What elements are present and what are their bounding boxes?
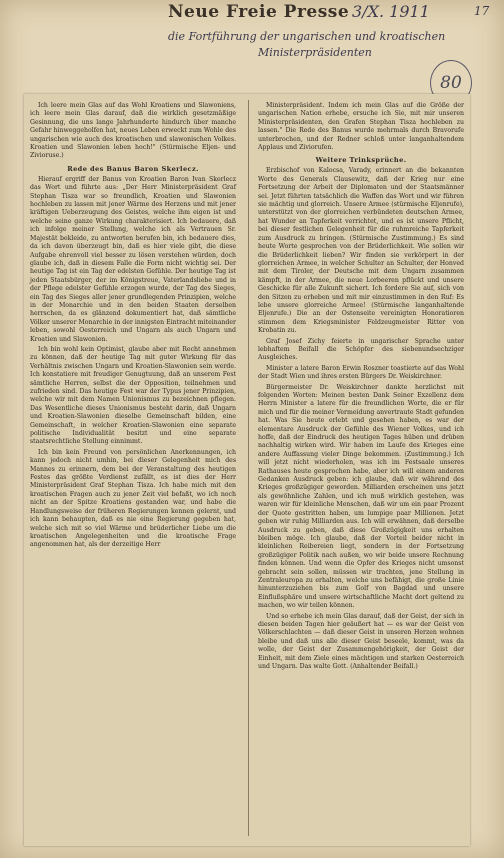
paragraph: Ministerpräsident. Indem ich mein Glas auf die Größe der ungarischen Nation erhebe, ersuche ich Sie, mit mir unseren Ministerpräsidenten, den Grafen Stephan Tisza hochleben zu lassen." Die Rede des Banus wurde mehrmals durch Bravorufe unterbrochen, und der Redner schloß unter langanhaltendem Applaus und Ziviorufen.: [258, 102, 464, 152]
column-divider: [248, 100, 249, 836]
paragraph: Bürgermeister Dr. Weiskirchner dankte herzlichst mit folgenden Worten: Meinen besten Dank Seiner Exzellenz dem Herrn Minister a latere für die freundlichen Worte, die er für mich und für die meiner Vermeidung anvertraute Stadt gefunden hat. Was Sie heute erlebt und gesehen haben, es war der elementare Ausdruck der Gefühle des Wiener Volkes, und ich hoffe, daß der Eindruck des heutigen Tages hüben und drüben nachhaltig wirken wird. Wir haben im Laufe des Krieges eine andere Auffassung vieler Dinge bekommen. (Zustimmung.) Ich will jetzt nicht wiederholen, was ich im Festsaale unseres Rathauses heute gesprochen habe, aber ich will einem anderen Gedanken Ausdruck geben: ich glaube, daß wir während des Krieges großzügiger geworden. Milliarden erscheinen uns jetzt als gewöhnliche Zahlen, und ich muß wirklich gestehen, was waren wir für kleinliche Menschen, daß wir um ein paar Prozent der Quote gestritten haben, um lumpige paar Millionen. Jetzt geben wir ruhig Milliarden aus. Ich will erwähnen, daß derselbe Ausdruck zu geben, daß diese Großzügigkeit uns erhalten bleiben möge. Ich glaube, daß der Vorteil beider nicht in kleinlichen Reibereien liegt, sondern in der Fortsetzung großzügiger Politik nach außen, wo wir beide unsere Rechnung finden können. Und wenn die Opfer des Krieges nicht umsonst gebracht sein sollen, müssen wir trachten, jene Stellung in Zentraleuropa zu erhalten, welche uns befähigt, die große Linie hinunterzuziehen bis zum Golf von Bagdad und unsere Einflußsphäre und unsere wirtschaftliche Macht dort geltend zu machen, wo wir teilen können.: [258, 383, 464, 610]
paragraph: Hierauf ergriff der Banus von Kroatien Baron Ivan Skerlecz das Wort und führte aus: „Der Herr Ministerpräsident Graf Stephan Tisza war so freundlich, Kroatien und Slawonien hochleben zu lassen mit jener Wärme des Herzens und mit jener kräftigen Ueberzeugung des Geistes, welche ihm eigen ist und welche seine ganze Wirkung charakterisiert. Ich bedauere, daß ich infolge meiner Stellung, welche ich als Vertrauen Sr. Majestät bekleide, zu antworten berufen bin, ich bedauere dies, da ich davon überzeugt bin, daß es hier viele gibt, die diese Aufgabe ehrenvoll viel besser zu lösen verstehen würden, doch glaube ich, daß in diesem Falle die Form nicht wichtig sei. Der heutige Tag ist ein Tag der edelsten Gefühle. Der heutige Tag ist jeden Staatsbürger, der im Königstreue, Vaterlandsliebe und in der Pflege edelster Gefühle erzogen wurde, der Tag des Sieges, ein Tag des Sieges aller jener grundlegenden Prinzipien, welche in der Monarchie und in den beiden Staaten derselben herrschen, da es glänzend dokumentiert hat, daß sämtliche Völker unserer Monarchie in der innigsten Eintracht miteinander leben, sowohl Oesterreich und Ungarn als auch Ungarn und Kroatien und Slawonien.: [30, 175, 236, 343]
handwritten-annotation-line-2: Ministerpräsidenten: [258, 46, 372, 59]
paragraph: Graf Josef Zichy feierte in ungarischer Sprache unter lebhaftem Beifall die Schöpfer des siebenundsechziger Ausgleiches.: [258, 337, 464, 362]
paragraph: Minister a latere Baron Erwin Roszner toastierte auf das Wohl der Stadt Wien und ihres ersten Bürgers Dr. Weiskirchner.: [258, 364, 464, 381]
left-column: [30, 102, 236, 552]
handwritten-annotation-line-1: die Fortführung der ungarischen und kroatischen: [168, 30, 446, 43]
newspaper-masthead: Neue Freie Presse: [168, 2, 350, 22]
handwritten-date: 3/X. 1911: [352, 2, 430, 21]
right-column: [258, 102, 464, 673]
paragraph: Erzbischof von Kalocsa, Varady, erinnert an die bekannten Worte des Generals Clausewitz, daß der Krieg nur eine Fortsetzung der Arbeit der Diplomaten und der Staatsmänner sei. Jetzt führten tatsächlich die Waffen das Wort und wir führen sie mächtig und glorreich. Unsere Armee (stürmische Eljenrufe), unterstützt von der glorreichen verbündeten deutschen Armee, hat Wunder an Tapferkeit verrichtet, und es ist unsere Pflicht, bei dieser festlichen Gelegenheit für die ruhmreiche Tapferkeit zum Ausdruck zu bringen. (Stürmische Zustimmung.) Es sind heute Worte gesprochen von der Brüderlichkeit. Wie sollen wir die Brüderlichkeit lieben? Wir finden sie verkörpert in der glorreichen Armee, in welcher Schulter an Schulter, der Honved mit dem Tiroler, der Deutsche mit dem Ungarn zusammen kämpft, in der Armee, die neue Lorbeeren pflückt und unsere Geschicke für alle Zukunft sichert. Ich fordere Sie auf, sich von den Sitzen zu erheben und mit mir einzustimmen in den Ruf: Es lebe unsere glorreiche Armee! (Stürmische langanhaltende Eljenrufe.) Die an der Ostenseite vereinigten Honoratioren stimmen dem Kriegsminister Feldzeugmeister Ritter von Krobatin zu.: [258, 167, 464, 335]
paragraph: Ich leere mein Glas auf das Wohl Kroatiens und Slawoniens, ich leere mein Glas darauf, daß die wirklich gesetzmäßige Gesinnung, die uns lange Jahrhunderte hindurch über manche Gefahr hinweggeholfen hat, neues Leben erweckt zum Wohle des ungarischen wie auch des kroatischen und slawonischen Volkes. Kroatien und Slawonien leben hoch!" (Stürmische Eljen- und Zivioruse.): [30, 102, 236, 160]
paragraph: Ich bin wohl kein Optimist, glaube aber mit Recht annehmen zu können, daß der heutige Tag mit guter Wirkung für das Verhältnis zwischen Ungarn und Kroatien-Slawonien sein werde. Ich konstatiere mit freudiger Genugtuung, daß an unserem Fest sämtliche Herren, selbst die der Opposition, teilnehmen und zufrieden sind. Das heutige Fest war der Typus jener Prinzipien, welche wir mit dem Namen Unionismus zu bezeichnen pflegen. Das Wesentliche dieses Unionismus besteht darin, daß Ungarn und Kroatien-Slawonien dieselbe Gemeinschaft bilden, eine Gemeinschaft, in welcher Kroatien-Slawonien eine separate politische Individualität besitzt und eine separate staatsrechtliche Stellung einnimmt.: [30, 345, 236, 446]
paragraph: Ich bin kein Freund von persönlichen Anerkennungen, ich kann jedoch nicht umhin, bei dieser Gelegenheit mich des Mannes zu erinnern, dem bei der Veranstaltung des heutigen Festes das größte Verdienst zufällt, es ist dies der Herr Ministerpräsident Graf Stephan Tisza. Ich habe mich mit den kroatischen Fragen auch zu jener Zeit viel befaßt, wo ich noch nicht an der Spitze Kroatiens gestanden war, und habe die Handlungsweise der früheren Regierungen kennen gelernt, und ich kann behaupten, daß es nie eine Regierung gegeben hat, welche sich mit so viel Wärme und brüderlicher Liebe um die kroatischen Angelegenheiten und die kroatische Frage angenommen hat, als der derzeitige Herr: [30, 448, 236, 549]
paragraph: Und so erhebe ich mein Glas darauf, daß der Geist, der sich in diesen beiden Tagen hier geäußert hat — es war der Geist von Völkerschlachten — daß dieser Geist in unseren Herzen wohnen bleibe und daß uns alle dieser Geist beseele, kommt, was da wolle, der Geist der Zusammengehörigkeit, der Geist der Einheit, mit dem Ziele eines mächtigen und starken Oesterreich und Ungarn. Das walte Gott. (Anhaltender Beifall.): [258, 612, 464, 670]
section-heading: Weitere Trinksprüche.: [315, 156, 407, 165]
circled-number: 80: [430, 60, 472, 106]
newspaper-clipping: [24, 94, 470, 846]
section-heading: Rede des Banus Baron Skerlecz.: [67, 164, 199, 173]
handwritten-page-number: 17: [474, 4, 490, 18]
